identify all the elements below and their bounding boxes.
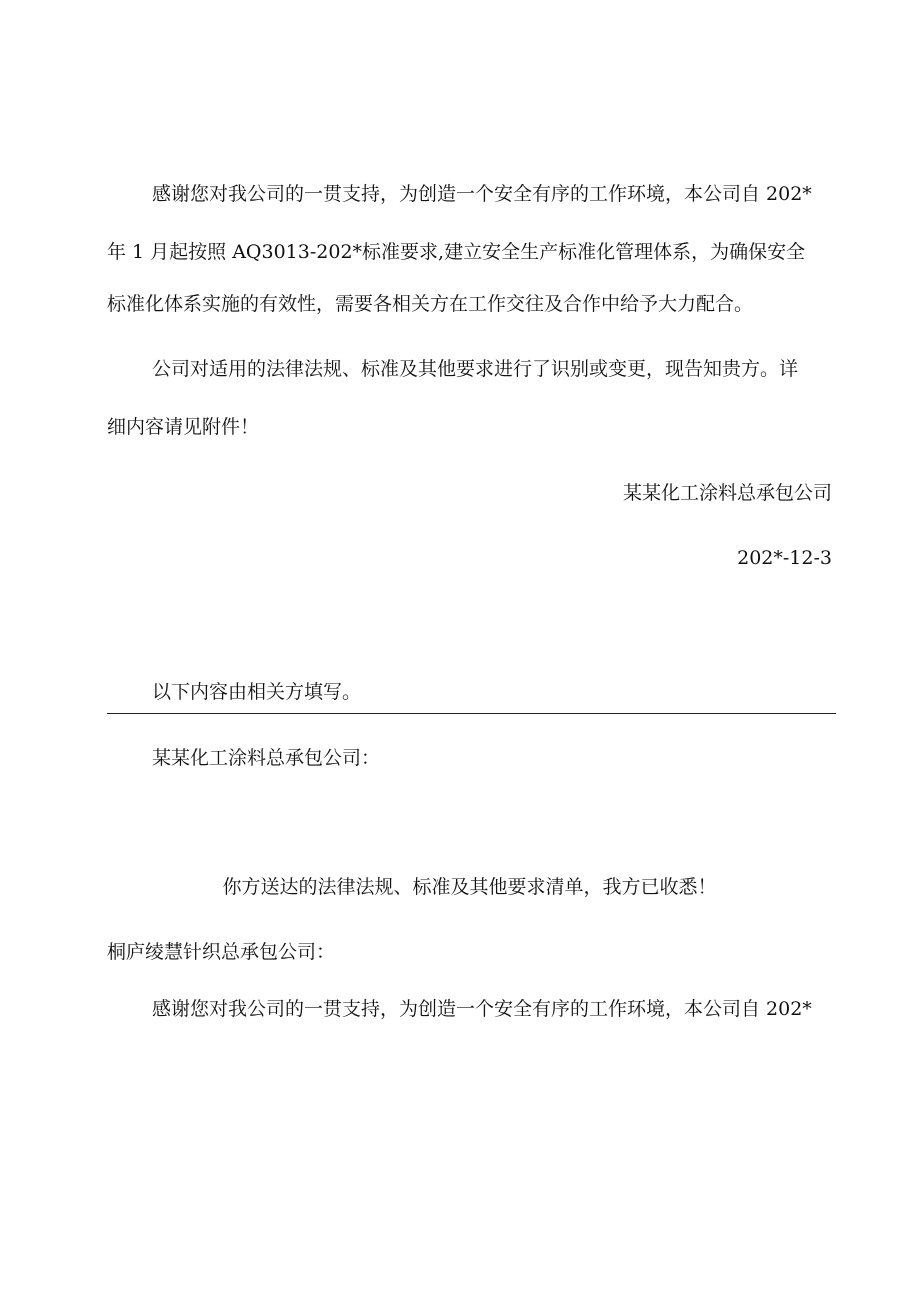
signature-date: 202*-12-3 [737, 547, 832, 569]
next-notice-paragraph-1-line-1: 感谢您对我公司的一贯支持，为创造一个安全有序的工作环境，本公司自 202* [152, 998, 812, 1020]
reply-addressee: 某某化工涂料总承包公司： [152, 747, 381, 769]
notice-paragraph-1-line-1: 感谢您对我公司的一贯支持，为创造一个安全有序的工作环境，本公司自 202* [152, 183, 812, 205]
notice-paragraph-1-line-3: 标准化体系实施的有效性，需要各相关方在工作交往及合作中给予大力配合。 [107, 293, 754, 315]
separator-line [107, 713, 836, 714]
next-notice-addressee: 桐庐绫慧针织总承包公司： [107, 941, 336, 963]
notice-paragraph-2-line-2: 细内容请见附件！ [107, 416, 260, 438]
notice-paragraph-2-line-1: 公司对适用的法律法规、标准及其他要求进行了识别或变更，现告知贵方。详 [152, 358, 799, 380]
signature-company: 某某化工涂料总承包公司 [622, 482, 832, 504]
notice-paragraph-1-line-2: 年 1 月起按照 AQ3013-202*标准要求,建立安全生产标准化管理体系，为确保安全 [107, 241, 806, 263]
reply-instruction: 以下内容由相关方填写。 [152, 681, 362, 703]
reply-acknowledgement: 你方送达的法律法规、标准及其他要求清单，我方已收悉！ [222, 876, 717, 898]
